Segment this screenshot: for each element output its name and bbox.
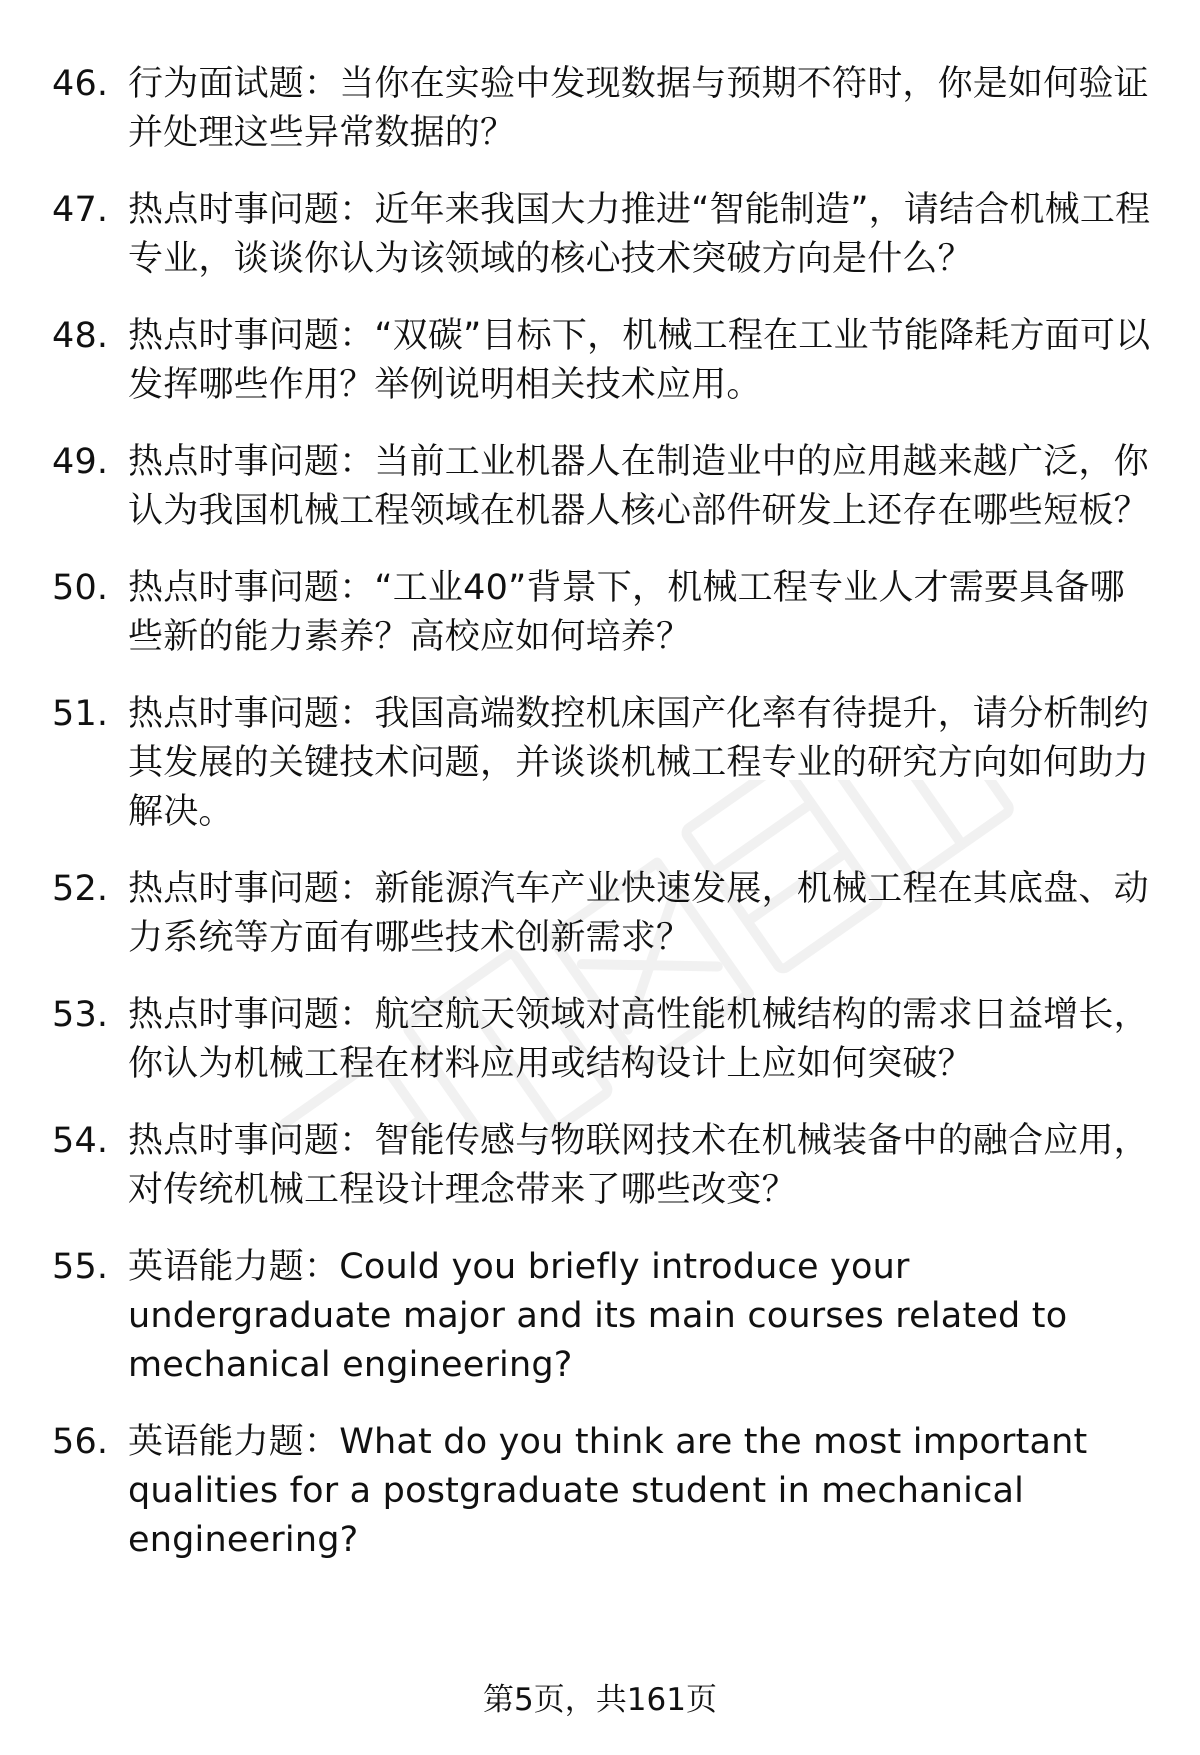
question-number: 56. [52, 1422, 109, 1462]
question-text: 英语能力题：What do you think are the most important qualities for a postgraduate student in mechanical engineering? [128, 1422, 1088, 1560]
question-number: 51. [52, 694, 109, 734]
question-text: 热点时事问题：近年来我国大力推进“智能制造”，请结合机械工程专业，谈谈你认为该领域的核心技术突破方向是什么？ [128, 190, 1151, 279]
question-item [52, 186, 1152, 284]
question-text: 英语能力题：Could you briefly introduce your undergraduate major and its main courses related to mechanical engineering? [128, 1247, 1068, 1385]
question-item [52, 690, 1152, 837]
question-item [52, 991, 1152, 1089]
page-number-label: 第5页，共161页 [483, 1682, 717, 1718]
question-item [52, 60, 1152, 158]
question-item [52, 865, 1152, 963]
question-number: 53. [52, 995, 109, 1035]
question-item [52, 1243, 1152, 1390]
question-number: 52. [52, 869, 109, 909]
page-footer [0, 1678, 1200, 1722]
question-number: 54. [52, 1121, 109, 1161]
question-item [52, 564, 1152, 662]
question-text: 热点时事问题：航空航天领域对高性能机械结构的需求日益增长，你认为机械工程在材料应用或结构设计上应如何突破？ [128, 995, 1149, 1084]
question-number: 46. [52, 64, 109, 104]
question-text: 热点时事问题：当前工业机器人在制造业中的应用越来越广泛，你认为我国机械工程领域在机器人核心部件研发上还存在哪些短板？ [128, 442, 1149, 531]
question-text: 热点时事问题：“工业40”背景下，机械工程专业人才需要具备哪些新的能力素养？高校应如何培养？ [128, 568, 1125, 657]
question-number: 49. [52, 442, 109, 482]
question-number: 48. [52, 316, 109, 356]
question-number: 50. [52, 568, 109, 608]
question-text: 热点时事问题：新能源汽车产业快速发展，机械工程在其底盘、动力系统等方面有哪些技术创新需求？ [128, 869, 1149, 958]
question-item [52, 1117, 1152, 1215]
question-text: 热点时事问题：我国高端数控机床国产化率有待提升，请分析制约其发展的关键技术问题，并谈谈机械工程专业的研究方向如何助力解决。 [128, 694, 1149, 832]
question-number: 55. [52, 1247, 109, 1287]
question-number: 47. [52, 190, 109, 230]
question-list [52, 60, 1152, 1593]
question-text: 热点时事问题：“双碳”目标下，机械工程在工业节能降耗方面可以发挥哪些作用？举例说明相关技术应用。 [128, 316, 1151, 405]
question-item [52, 1418, 1152, 1565]
question-text: 行为面试题：当你在实验中发现数据与预期不符时，你是如何验证并处理这些异常数据的？ [128, 64, 1149, 153]
question-text: 热点时事问题：智能传感与物联网技术在机械装备中的融合应用，对传统机械工程设计理念带来了哪些改变？ [128, 1121, 1149, 1210]
question-item [52, 438, 1152, 536]
question-item [52, 312, 1152, 410]
